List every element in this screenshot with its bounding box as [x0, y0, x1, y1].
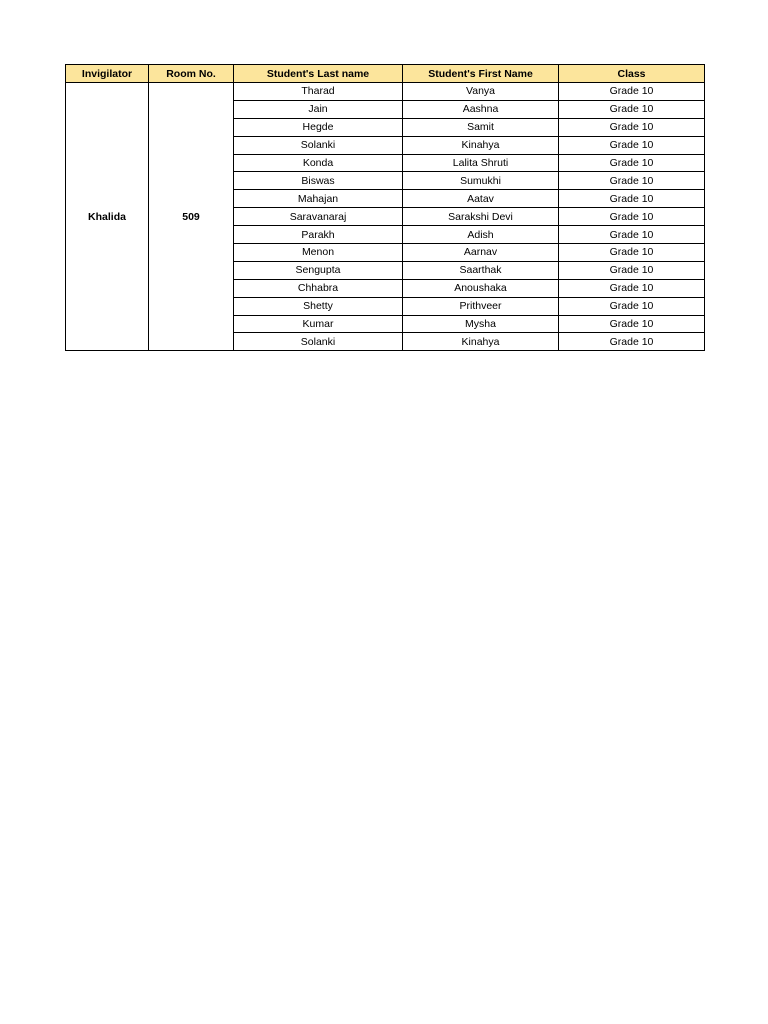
header-first-name: Student's First Name — [403, 65, 559, 83]
last-name-cell: Saravanaraj — [234, 208, 403, 226]
first-name-cell: Sumukhi — [403, 172, 559, 190]
first-name-cell: Sarakshi Devi — [403, 208, 559, 226]
first-name-cell: Adish — [403, 226, 559, 244]
first-name-cell: Prithveer — [403, 297, 559, 315]
last-name-cell: Sengupta — [234, 261, 403, 279]
last-name-cell: Parakh — [234, 226, 403, 244]
first-name-cell: Vanya — [403, 83, 559, 101]
class-cell: Grade 10 — [559, 333, 705, 351]
first-name-cell: Aarnav — [403, 244, 559, 262]
last-name-cell: Chhabra — [234, 279, 403, 297]
class-cell: Grade 10 — [559, 136, 705, 154]
class-cell: Grade 10 — [559, 208, 705, 226]
invigilation-table — [65, 64, 705, 351]
roster-body — [66, 83, 705, 351]
class-cell: Grade 10 — [559, 172, 705, 190]
last-name-cell: Mahajan — [234, 190, 403, 208]
header-class: Class — [559, 65, 705, 83]
first-name-cell: Lalita Shruti — [403, 154, 559, 172]
class-cell: Grade 10 — [559, 83, 705, 101]
class-cell: Grade 10 — [559, 100, 705, 118]
class-cell: Grade 10 — [559, 118, 705, 136]
first-name-cell: Aashna — [403, 100, 559, 118]
header-room-no: Room No. — [149, 65, 234, 83]
first-name-cell: Saarthak — [403, 261, 559, 279]
last-name-cell: Solanki — [234, 136, 403, 154]
last-name-cell: Hegde — [234, 118, 403, 136]
table-row — [66, 83, 705, 101]
invigilator-cell: Khalida — [66, 83, 149, 351]
last-name-cell: Biswas — [234, 172, 403, 190]
first-name-cell: Samit — [403, 118, 559, 136]
header-invigilator: Invigilator — [66, 65, 149, 83]
last-name-cell: Jain — [234, 100, 403, 118]
header-row — [66, 65, 705, 83]
first-name-cell: Mysha — [403, 315, 559, 333]
class-cell: Grade 10 — [559, 297, 705, 315]
last-name-cell: Shetty — [234, 297, 403, 315]
class-cell: Grade 10 — [559, 315, 705, 333]
first-name-cell: Kinahya — [403, 136, 559, 154]
last-name-cell: Konda — [234, 154, 403, 172]
first-name-cell: Kinahya — [403, 333, 559, 351]
first-name-cell: Anoushaka — [403, 279, 559, 297]
class-cell: Grade 10 — [559, 261, 705, 279]
class-cell: Grade 10 — [559, 244, 705, 262]
class-cell: Grade 10 — [559, 279, 705, 297]
header-last-name: Student's Last name — [234, 65, 403, 83]
last-name-cell: Tharad — [234, 83, 403, 101]
last-name-cell: Solanki — [234, 333, 403, 351]
first-name-cell: Aatav — [403, 190, 559, 208]
room-no-cell: 509 — [149, 83, 234, 351]
class-cell: Grade 10 — [559, 154, 705, 172]
class-cell: Grade 10 — [559, 226, 705, 244]
last-name-cell: Kumar — [234, 315, 403, 333]
last-name-cell: Menon — [234, 244, 403, 262]
class-cell: Grade 10 — [559, 190, 705, 208]
